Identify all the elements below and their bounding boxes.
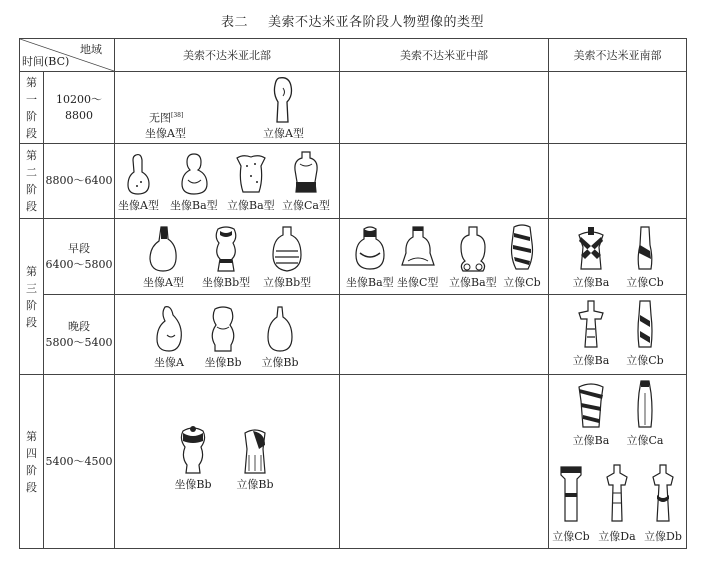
figurine <box>263 76 304 141</box>
figurine <box>571 379 611 448</box>
figurine <box>118 152 159 213</box>
stage4-row <box>20 375 687 549</box>
stage1-name: 第 一 阶 段 <box>20 72 44 144</box>
stage1-north-cell <box>115 72 340 144</box>
figurine-label: 立像Cb <box>552 530 590 543</box>
stage3-early-middle-cell <box>340 219 549 295</box>
standing-figurine-icon <box>597 463 637 527</box>
standing-figurine-icon <box>267 225 307 273</box>
figurine-label: 立像Ba <box>572 434 610 447</box>
standing-figurine-icon <box>571 299 611 351</box>
standing-figurine-icon <box>625 225 665 273</box>
header-row <box>20 39 687 72</box>
figurine <box>643 463 683 544</box>
table-caption: 美索不达米亚各阶段人物塑像的类型 <box>268 15 485 30</box>
figurine-label: 立像Bb <box>236 478 274 491</box>
standing-figurine-icon <box>571 225 611 273</box>
figurine-label: 坐像Bb <box>204 356 242 369</box>
figurine-label: 立像Ba <box>572 276 610 289</box>
figurine-label: 立像Ca <box>626 434 664 447</box>
figurine-label: 坐像Ba型 <box>346 276 394 289</box>
figurine <box>173 425 213 492</box>
stage2-period: 8800～6400 <box>44 144 115 219</box>
figurine-label: 立像Da <box>598 530 636 543</box>
figurine <box>449 225 497 290</box>
stage2-name: 第 二 阶 段 <box>20 144 44 219</box>
no-image-note: 无图[38] 坐像A型 <box>145 111 186 140</box>
table-title <box>0 11 705 30</box>
standing-figurine-icon <box>235 425 275 475</box>
standing-figurine-icon <box>551 463 591 527</box>
figurine <box>149 305 189 370</box>
figurine <box>397 225 438 290</box>
figurine-label: 坐像A型 <box>143 276 184 289</box>
figurine <box>282 150 330 213</box>
figurine-label: 立像Ca型 <box>282 199 330 212</box>
standing-figurine-icon <box>643 463 683 527</box>
stage1-middle-cell <box>340 72 549 144</box>
figurine-label: 立像Db <box>644 530 682 543</box>
seated-figurine-icon <box>173 425 213 475</box>
standing-figurine-icon <box>231 152 271 196</box>
stage4-south-cell <box>549 375 687 549</box>
seated-figurine-icon <box>206 225 246 273</box>
stage4-north-cell <box>115 375 340 549</box>
stage2-north-cell <box>115 144 340 219</box>
standing-figurine-icon <box>286 150 326 196</box>
stage4-period: 5400～4500 <box>44 375 115 549</box>
figurine <box>571 299 611 368</box>
figurine <box>625 379 665 448</box>
standing-figurine-icon <box>625 379 665 431</box>
figurine-label: 坐像A型 <box>118 199 159 212</box>
seated-figurine-icon <box>203 305 243 353</box>
standing-figurine-icon <box>571 379 611 431</box>
figurine-type-table <box>19 38 687 549</box>
figurine <box>625 299 665 368</box>
figurine-label: 坐像C型 <box>397 276 439 289</box>
figurine <box>625 225 665 290</box>
standing-figurine-icon <box>270 76 296 124</box>
stage3-early-south-cell <box>549 219 687 295</box>
seated-figurine-icon <box>174 152 214 196</box>
figurine <box>170 152 218 213</box>
header-middle: 美索不达米亚中部 <box>340 39 549 72</box>
figurine <box>597 463 637 544</box>
figurine-label: 立像Cb <box>626 354 664 367</box>
figurine-label: 坐像Ba型 <box>170 199 218 212</box>
header-south: 美索不达米亚南部 <box>549 39 687 72</box>
figurine <box>202 225 250 290</box>
figurine-label: 坐像A <box>154 356 184 369</box>
figurine <box>346 225 394 290</box>
figurine-label: 立像A型 <box>263 127 304 140</box>
figurine-label: 立像Ba型 <box>227 199 275 212</box>
figurine-label: 立像Bb <box>261 356 299 369</box>
stage3-late-middle-cell <box>340 295 549 375</box>
figurine <box>227 152 275 213</box>
figurine-label: 立像Ba型 <box>449 276 497 289</box>
stage2-south-cell <box>549 144 687 219</box>
stage3-late-south-cell <box>549 295 687 375</box>
seated-figurine-icon <box>149 305 189 353</box>
figurine <box>263 225 311 290</box>
time-axis-label: 时间(BC) <box>22 55 70 68</box>
stage3-late-row <box>20 295 687 375</box>
stage2-middle-cell <box>340 144 549 219</box>
table-number: 表二 <box>220 15 248 30</box>
header-north: 美索不达米亚北部 <box>115 39 340 72</box>
figurine-label: 坐像Bb型 <box>202 276 251 289</box>
figurine <box>571 225 611 290</box>
stage3-late-north-cell <box>115 295 340 375</box>
seated-figurine-icon <box>398 225 438 273</box>
stage3-late-period: 晚段 5800～5400 <box>44 295 115 375</box>
figurine <box>143 225 184 290</box>
stage3-early-period: 早段 6400～5800 <box>44 219 115 295</box>
stage1-row <box>20 72 687 144</box>
stage3-early-north-cell <box>115 219 340 295</box>
stage3-early-row <box>20 219 687 295</box>
figurine <box>203 305 243 370</box>
figurine-label: 立像Ba <box>572 354 610 367</box>
seated-figurine-icon <box>143 225 183 273</box>
figurine <box>235 425 275 492</box>
standing-figurine-icon <box>260 305 300 353</box>
stage1-south-cell <box>549 72 687 144</box>
stage1-period: 10200～8800 <box>44 72 115 144</box>
stage2-row <box>20 144 687 219</box>
figurine <box>260 305 300 370</box>
seated-figurine-icon <box>118 152 158 196</box>
figurine <box>551 463 591 544</box>
figurine <box>502 223 542 290</box>
region-axis-label: 地域 <box>80 43 102 56</box>
stage4-name: 第 四 阶 段 <box>20 375 44 549</box>
figurine-label: 立像Cb <box>503 276 541 289</box>
header-diagonal-cell <box>20 39 115 72</box>
standing-figurine-icon <box>453 225 493 273</box>
seated-figurine-icon <box>350 225 390 273</box>
figurine-label: 坐像Bb <box>174 478 212 491</box>
stage4-middle-cell <box>340 375 549 549</box>
standing-figurine-icon <box>625 299 665 351</box>
figurine-label: 立像Cb <box>626 276 664 289</box>
stage3-name: 第 三 阶 段 <box>20 219 44 375</box>
standing-figurine-icon <box>502 223 542 273</box>
figurine-label: 立像Bb型 <box>263 276 312 289</box>
